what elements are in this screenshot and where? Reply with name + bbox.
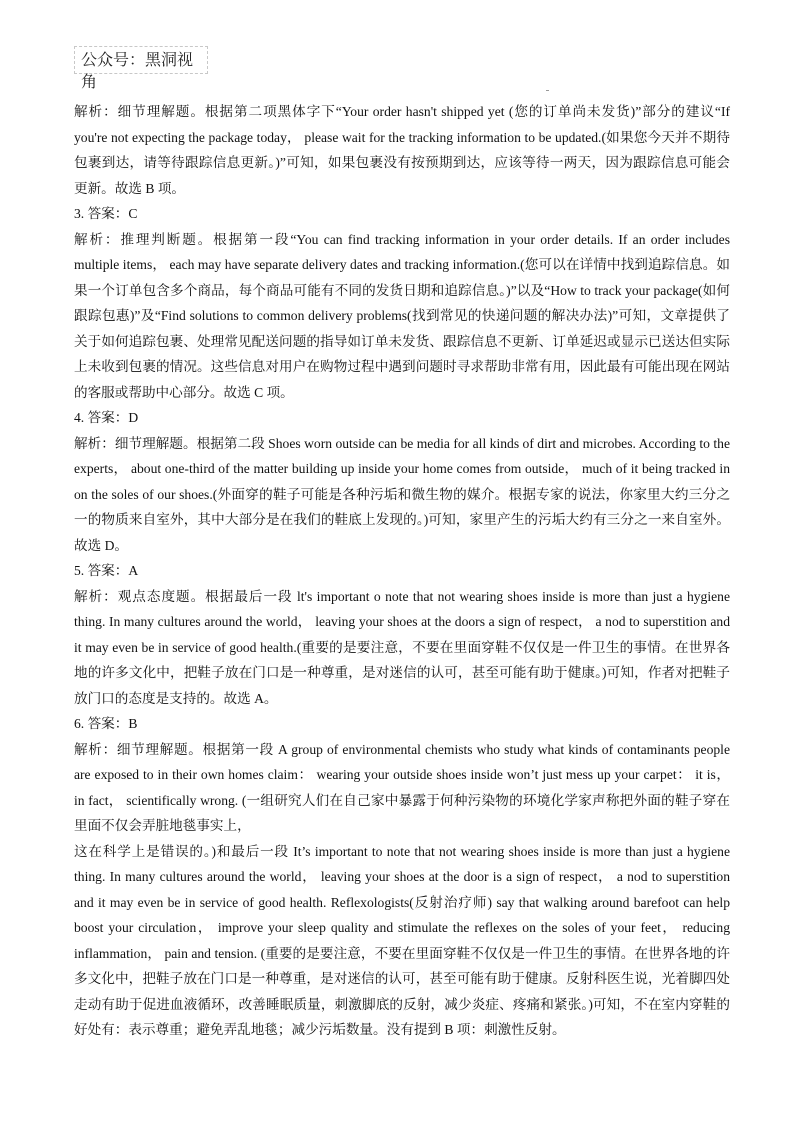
q6-answer: 6. 答案：B — [74, 716, 138, 731]
answer-explanations — [74, 99, 730, 1043]
q3-analysis: 解析：推理判断题。根据第一段“You can find tracking information in your order details. If an order includes multiple items， each may have separate delivery dates and tracking information.(您可以在详情中找到追踪信息。如果一个订单包含多个商品，每个商品可能有不同的发货日期和追踪信息。)”以及“How to track your package(如何跟踪包惠)”及“Find solutions to common delivery problems(找到常见的快递问题的解决办法)”可知，文章提供了关于如何追踪包裹、处理常见配送问题的指导如订单未发货、跟踪信息不更新、订单延迟或显示已送达但实际上未收到包裹的情况。这些信息对用户在购物过程中遇到问题时寻求帮助非常有用，因此最有可能出现在网站的客服或帮助中心部分。故选 C 项。 — [74, 231, 730, 400]
q6-analysis-part-2: 这在科学上是错误的。)和最后一段 It’s important to note that not wearing shoes inside is more than just a hygiene thing. In many cultures around the world， leaving your shoes at the door is a sign of respect， a nod to superstition and it may even be in service of good health. Reflexologists(反射治疗师) say that walking around barefoot can help boost your circulation， improve your sleep quality and stimulate the reflexes on the soles of your feet， reducing inflammation， pain and tension. (重要的是要注意，不要在里面穿鞋不仅仅是一件卫生的事情。在世界各地的许多文化中，把鞋子放在门口是一种尊重，是对迷信的认可，甚至可能有助于健康。反射科医生说，光着脚四处走动有助于促进血液循环，改善睡眠质量，刺激脚底的反射，减少炎症、疼痛和紧张。)可知，不在室内穿鞋的好处有：表示尊重；避免弄乱地毯；减少污垢数量。没有提到 B 项：刺激性反射。 — [74, 843, 730, 1037]
watermark-stamp — [74, 46, 208, 91]
q6-analysis-part-1: 解析：细节理解题。根据第一段 A group of environmental chemists who study what kinds of contaminants people are exposed to in their own homes claim： wearing your outside shoes inside won’t just mess up your carpet： it is， in fact， scientifically wrong. (一组研究人们在自己家中暴露于何种污染物的环境化学家声称把外面的鞋子穿在里面不仅会弄脏地毯事实上， — [74, 741, 730, 833]
q4-answer: 4. 答案：D — [74, 410, 139, 425]
stray-mark — [546, 90, 549, 91]
q4-analysis: 解析：细节理解题。根据第二段 Shoes worn outside can be media for all kinds of dirt and microbes. According to the experts， about one-third of the matter building up inside your home comes from outside， much of it being tracked in on the soles of our shoes.(外面穿的鞋子可能是各种污垢和微生物的媒介。根据专家的说法，你家里大约三分之一的物质来自室外，其中大部分是在我们的鞋底上发现的。)可知，家里产生的污垢大约有三分之一来自室外。故选 D。 — [74, 435, 730, 553]
q3-answer: 3. 答案：C — [74, 206, 138, 221]
q2-analysis: 解析：细节理解题。根据第二项黑体字下“Your order hasn't shipped yet (您的订单尚未发货)”部分的建议“If you're not expecting the package today， please wait for the tracking information to be updated.(如果您今天并不期待包裹到达，请等待跟踪信息更新。)”可知，如果包裹没有按预期到达，应该等待一两天，因为跟踪信息可能会更新。故选 B 项。 — [74, 104, 730, 196]
q5-answer: 5. 答案：A — [74, 563, 139, 578]
watermark-text: 公众号：黑洞视角 — [81, 50, 194, 91]
q5-analysis: 解析：观点态度题。根据最后一段 lt's important o note that not wearing shoes inside is more than just a hygiene thing. In many cultures around the world， leaving your shoes at the doors a sign of respect， a nod to superstition and it may even be in service of good health.(重要的是要注意，不要在里面穿鞋不仅仅是一件卫生的事情。在世界各地的许多文化中，把鞋子放在门口是一种尊重，是对迷信的认可，甚至可能有助于健康。)可知，作者对把鞋子放门口的态度是支持的。故选 A。 — [74, 588, 730, 706]
